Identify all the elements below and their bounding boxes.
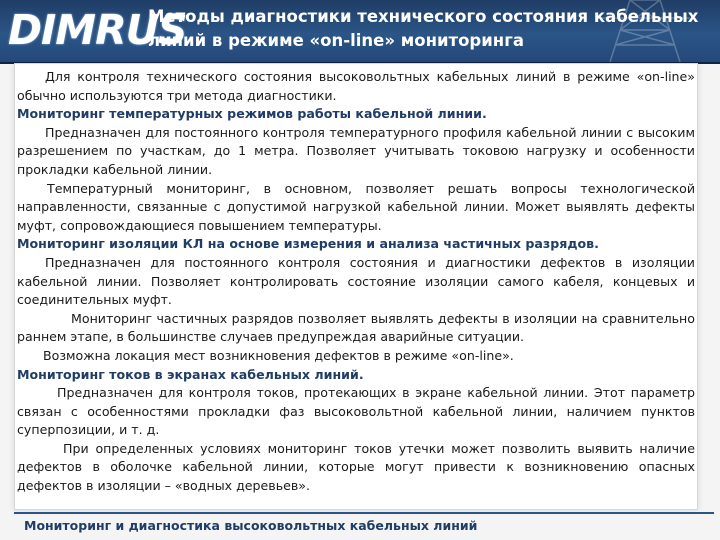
company-logo: DIMRUS <box>8 6 187 54</box>
header-banner <box>0 0 720 64</box>
section-heading: Мониторинг температурных режимов работы кабельной линии. <box>17 106 487 122</box>
paragraph: Мониторинг частичных разрядов позволяет выявлять дефекты в изоляции на сравнительно раннем этапе, в большинстве случаев предупреждая аварийные ситуации. <box>17 310 695 345</box>
paragraph: Возможна локация мест возникновения дефектов в режиме «on-line». <box>43 347 514 363</box>
section-heading: Мониторинг токов в экранах кабельных линий. <box>17 366 364 382</box>
footer-text: Мониторинг и диагностика высоковольтных кабельных линий <box>24 518 478 533</box>
paragraph: Предназначен для постоянного контроля состояния и диагностики дефектов в изоляции кабельной линии. Позволяет контролировать состояние изоляции самого кабеля, концевых и соединительных муфт. <box>17 254 695 308</box>
section-heading: Мониторинг изоляции КЛ на основе измерения и анализа частичных разрядов. <box>17 236 599 252</box>
title-line-1: Методы диагностики технического состояния кабельных <box>148 7 699 26</box>
footer <box>14 512 714 540</box>
paragraph: Предназначен для постоянного контроля температурного профиля кабельной линии с высоким разрешением по участкам, до 1 метра. Позволяет учитывать токовою нагрузку и особенности прокладки кабельной линии. <box>17 124 695 177</box>
paragraph: Температурный мониторинг, в основном, позволяет решать вопросы технологической направленности, связанные с допустимой нагрузкой кабельной линии. Может выявлять дефекты муфт, сопровождающиеся повышением температуры. <box>17 180 695 233</box>
title-line-2: линий в режиме «on-line» мониторинга <box>148 31 524 50</box>
content-panel <box>14 63 698 510</box>
paragraph: Предназначен для контроля токов, протекающих в экране кабельной линии. Этот параметр связан с особенностями прокладки фаз высоковольтной кабельной линии, наличием пунктов суперпозиции, и т. д. <box>17 385 695 438</box>
paragraph: При определенных условиях мониторинг токов утечки может позволить выявить наличие дефектов в оболочке кабельной линии, которые могут привести к возникновению опасных дефектов в изоляции – «водных деревьев». <box>17 440 695 494</box>
page-title <box>148 5 708 53</box>
paragraph: Для контроля технического состояния высоковольтных кабельных линий в режиме «on-line» обычно используются три метода диагностики. <box>17 69 695 103</box>
body-text <box>17 68 695 496</box>
